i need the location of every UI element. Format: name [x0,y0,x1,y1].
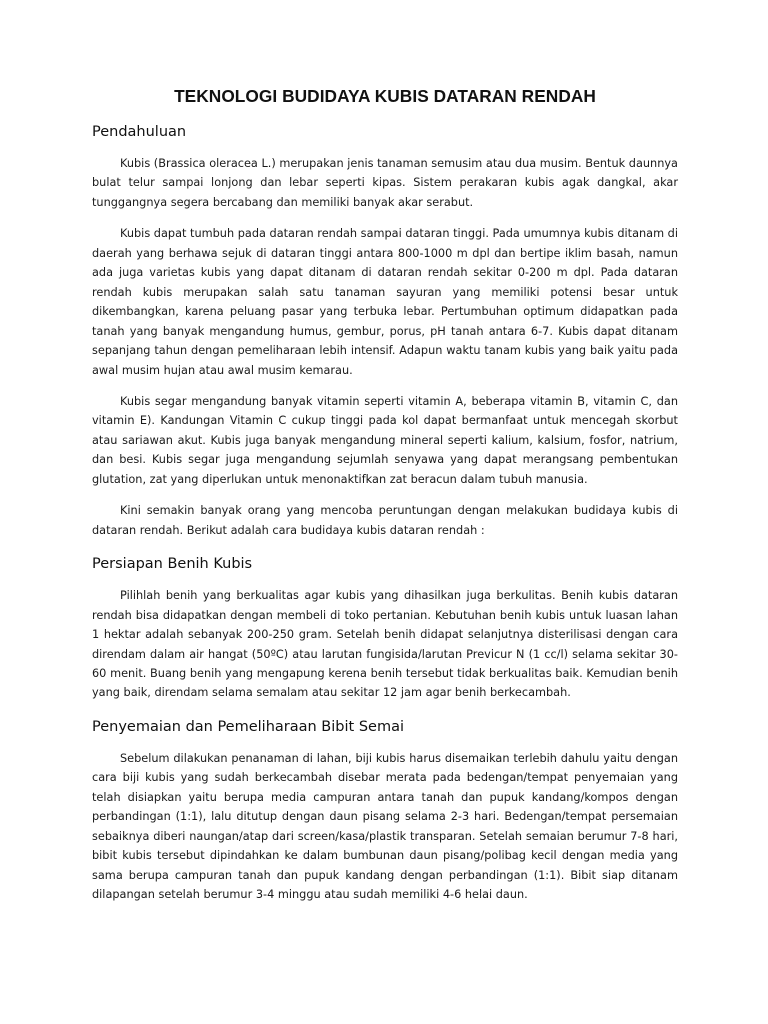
paragraph: Pilihlah benih yang berkualitas agar kubis yang dihasilkan juga berkulitas. Benih kubis dataran rendah bisa didapatkan dengan membeli di toko pertanian. Kebutuhan benih kubis untuk luasan lahan 1 hektar adalah sebanyak 200-250 gram. Setelah benih didapat selanjutnya disterilisasi dengan cara direndam dalam air hangat (50ºC) atau larutan fungisida/larutan Previcur N (1 cc/l) selama sekitar 30-60 menit. Buang benih yang mengapung kerena benih tersebut tidak berkualitas baik. Kemudian benih yang baik, direndam selama semalam atau sekitar 12 jam agar benih berkecambah. [92,589,678,700]
section-pendahuluan [92,122,678,540]
paragraph: Kubis (Brassica oleracea L.) merupakan jenis tanaman semusim atau dua musim. Bentuk daunnya bulat telur sampai lonjong dan lebar seperti kipas. Sistem perakaran kubis agak dangkal, akar tunggangnya segera bercabang dan memiliki banyak akar serabut. [92,157,678,209]
section-heading: Pendahuluan [92,124,187,140]
section-penyemaian [92,717,678,905]
section-persiapan-benih [92,554,678,703]
paragraph: Kubis dapat tumbuh pada dataran rendah sampai dataran tinggi. Pada umumnya kubis ditanam di daerah yang berhawa sejuk di dataran tinggi antara 800-1000 m dpl dan bertipe iklim basah, namun ada juga varietas kubis yang dapat ditanam di dataran rendah sekitar 0-200 m dpl. Pada dataran rendah kubis merupakan salah satu tanaman sayuran yang memiliki potensi besar untuk dikembangkan, karena peluang pasar yang terbuka lebar. Pertumbuhan optimum didapatkan pada tanah yang banyak mengandung humus, gembur, porus, pH tanah antara 6-7. Kubis dapat ditanam sepanjang tahun dengan pemeliharaan lebih intensif. Adapun waktu tanam kubis yang baik yaitu pada awal musim hujan atau awal musim kemarau. [92,227,678,377]
document-title: TEKNOLOGI BUDIDAYA KUBIS DATARAN RENDAH [174,86,596,106]
paragraph: Kubis segar mengandung banyak vitamin seperti vitamin A, beberapa vitamin B, vitamin C, dan vitamin E). Kandungan Vitamin C cukup tinggi pada kol dapat bermanfaat untuk mencegah skorbut atau sariawan akut. Kubis juga banyak mengandung mineral seperti kalium, kalsium, fosfor, natrium, dan besi. Kubis segar juga mengandung sejumlah senyawa yang dapat merangsang pembentukan glutation, zat yang diperlukan untuk menonaktifkan zat beracun dalam tubuh manusia. [92,394,678,486]
paragraph: Sebelum dilakukan penanaman di lahan, biji kubis harus disemaikan terlebih dahulu yaitu dengan cara biji kubis yang sudah berkecambah disebar merata pada bedengan/tempat penyemaian yang telah disiapkan yaitu berupa media campuran antara tanah dan pupuk kandang/kompos dengan perbandingan (1:1), lalu ditutup dengan daun pisang selama 2-3 hari. Bedengan/tempat persemaian sebaiknya diberi naungan/atap dari screen/kasa/plastik transparan. Setelah semaian berumur 7-8 hari, bibit kubis tersebut dipindahkan ke dalam bumbunan daun pisang/polibag kecil dengan media yang sama berupa campuran tanah dan pupuk kandang dengan perbandingan (1:1). Bibit siap ditanam dilapangan setelah berumur 3-4 minggu atau sudah memiliki 4-6 helai daun. [92,751,678,902]
document-page [92,84,678,917]
section-heading: Persiapan Benih Kubis [92,556,253,573]
paragraph: Kini semakin banyak orang yang mencoba peruntungan dengan melakukan budidaya kubis di dataran rendah. Berikut adalah cara budidaya kubis dataran rendah : [92,504,678,537]
section-heading: Penyemaian dan Pemeliharaan Bibit Semai [92,718,404,735]
